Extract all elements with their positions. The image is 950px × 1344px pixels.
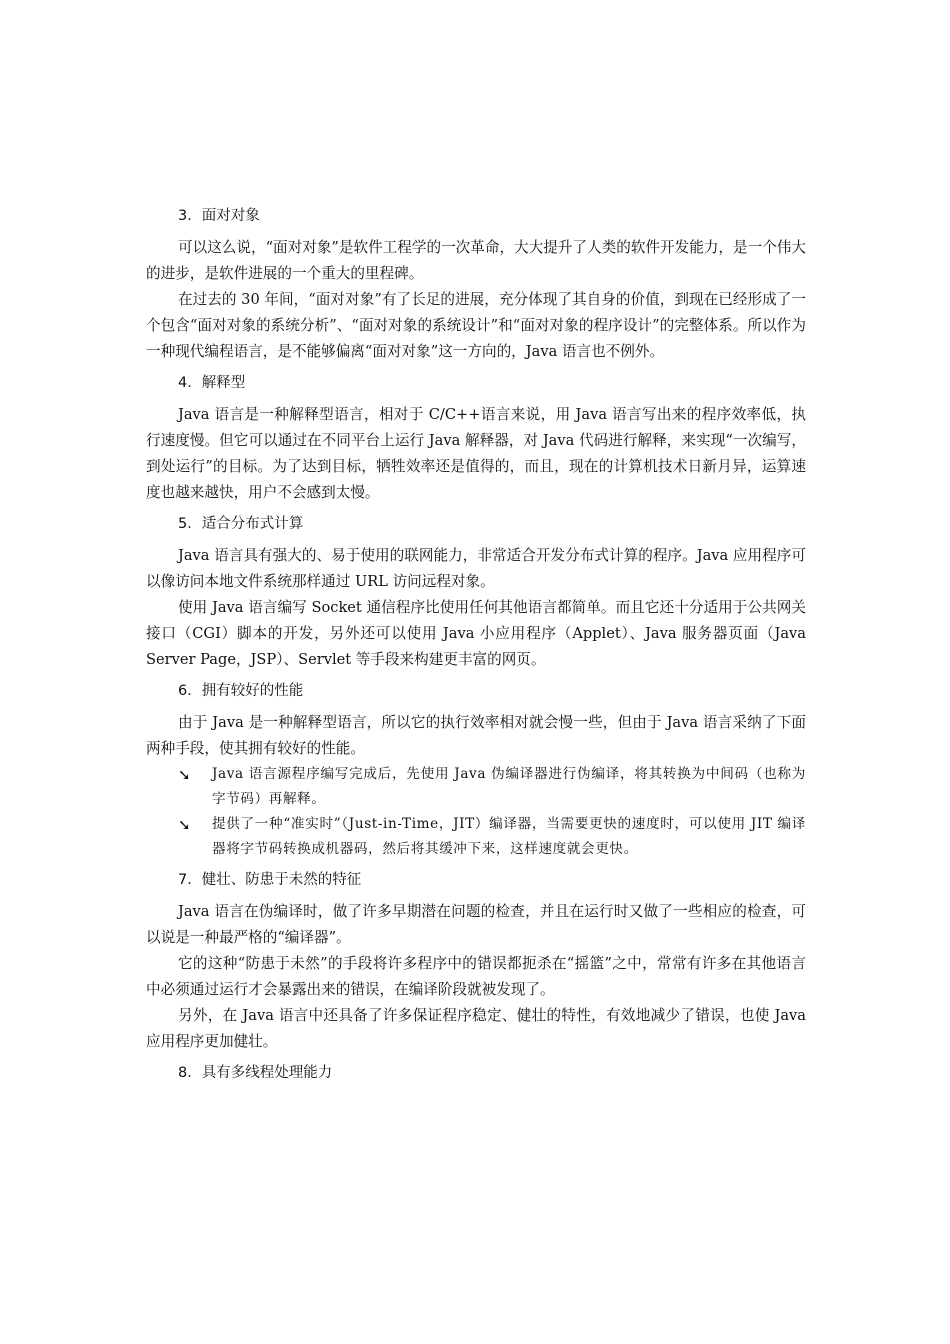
list-item	[146, 762, 806, 812]
section-heading: 7．健壮、防患于未然的特征	[178, 872, 362, 888]
list-item	[146, 812, 806, 862]
section-robust	[146, 868, 806, 1055]
bullet-list	[146, 762, 806, 862]
paragraph: Java 语言具有强大的、易于使用的联网能力，非常适合开发分布式计算的程序。Java 应用程序可以像访问本地文件系统那样通过 URL 访问远程对象。	[146, 547, 806, 590]
paragraph: 由于 Java 是一种解释型语言，所以它的执行效率相对就会慢一些，但由于 Java 语言采纳了下面两种手段，使其拥有较好的性能。	[146, 714, 806, 757]
section-heading: 8．具有多线程处理能力	[178, 1065, 333, 1081]
paragraph: 另外，在 Java 语言中还具备了许多保证程序稳定、健壮的特性，有效地减少了错误，也使 Java 应用程序更加健壮。	[146, 1007, 806, 1050]
arrow-down-right-icon: ➘	[178, 766, 192, 784]
section-multithreading	[146, 1061, 806, 1086]
document-page	[146, 200, 806, 1092]
section-heading: 4．解释型	[178, 375, 246, 391]
paragraph: 可以这么说，“面对对象”是软件工程学的一次革命，大大提升了人类的软件开发能力，是一个伟大的进步，是软件进展的一个重大的里程碑。	[146, 239, 806, 282]
paragraph: 使用 Java 语言编写 Socket 通信程序比使用任何其他语言都简单。而且它还十分适用于公共网关接口（CGI）脚本的开发，另外还可以使用 Java 小应用程序（Applet）、Java 服务器页面（Java Server Page，JSP）、Servlet 等手段来构建更丰富的网页。	[146, 599, 806, 668]
section-heading: 6．拥有较好的性能	[178, 683, 304, 699]
paragraph: 在过去的 30 年间，“面对对象”有了长足的进展，充分体现了其自身的价值，到现在已经形成了一个包含“面对对象的系统分析”、“面对对象的系统设计”和“面对对象的程序设计”的完整体系。所以作为一种现代编程语言，是不能够偏离“面对对象”这一方向的，Java 语言也不例外。	[146, 291, 806, 360]
list-item-text: 提供了一种“准实时”（Just-in-Time，JIT）编译器，当需要更快的速度时，可以使用 JIT 编译器将字节码转换成机器码，然后将其缓冲下来，这样速度就会更快。	[212, 816, 806, 857]
paragraph: Java 语言是一种解释型语言，相对于 C/C++语言来说，用 Java 语言写出来的程序效率低，执行速度慢。但它可以通过在不同平台上运行 Java 解释器，对 Java 代码进行解释，来实现“一次编写，到处运行”的目标。为了达到目标，牺牲效率还是值得的，而且，现在的计算机技术日新月异，运算速度也越来越快，用户不会感到太慢。	[146, 406, 806, 501]
list-item-text: Java 语言源程序编写完成后，先使用 Java 伪编译器进行伪编译，将其转换为中间码（也称为字节码）再解释。	[212, 766, 806, 807]
paragraph: Java 语言在伪编译时，做了许多早期潜在问题的检查，并且在运行时又做了一些相应的检查，可以说是一种最严格的“编译器”。	[146, 903, 806, 946]
paragraph: 它的这种“防患于未然”的手段将许多程序中的错误都扼杀在“摇篮”之中，常常有许多在其他语言中必须通过运行才会暴露出来的错误，在编译阶段就被发现了。	[146, 955, 806, 998]
section-heading: 5．适合分布式计算	[178, 516, 304, 532]
section-interpreted	[146, 371, 806, 506]
section-heading: 3．面对对象	[178, 208, 260, 224]
section-object-oriented	[146, 204, 806, 365]
section-distributed	[146, 512, 806, 673]
arrow-down-right-icon: ➘	[178, 816, 192, 834]
section-performance	[146, 679, 806, 862]
